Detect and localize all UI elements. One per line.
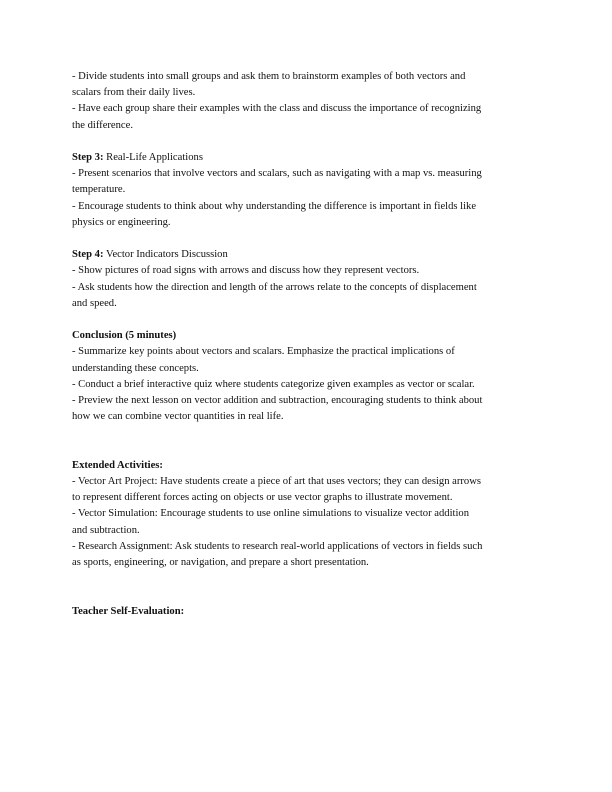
conclusion-section <box>72 328 542 425</box>
extended-line: - Research Assignment: Ask students to research real-world applications of vectors in fields such <box>72 540 483 552</box>
conclusion-line: how we can combine vector quantities in real life. <box>72 411 284 423</box>
spacer <box>72 425 542 457</box>
conclusion-line: understanding these concepts. <box>72 362 199 374</box>
intro-section <box>72 69 542 134</box>
conclusion-line: - Conduct a brief interactive quiz where students categorize given examples as vector or scalar. <box>72 378 475 390</box>
step3-line: temperature. <box>72 184 126 196</box>
step3-heading <box>72 150 542 166</box>
extended-line: and subtraction. <box>72 524 140 536</box>
step3-line: physics or engineering. <box>72 216 171 228</box>
self-evaluation-heading <box>72 604 542 620</box>
step4-section <box>72 247 542 312</box>
extended-activities-section <box>72 458 542 571</box>
spacer <box>72 312 542 328</box>
conclusion-line: - Summarize key points about vectors and scalars. Emphasize the practical implications of <box>72 346 455 358</box>
step3-title: Real-Life Applications <box>106 152 203 163</box>
conclusion-heading <box>72 328 542 344</box>
intro-line: scalars from their daily lives. <box>72 87 196 99</box>
step3-section <box>72 150 542 231</box>
step4-line: - Show pictures of road signs with arrows and discuss how they represent vectors. <box>72 265 420 277</box>
intro-line: - Have each group share their examples with the class and discuss the importance of recognizing <box>72 103 482 115</box>
extended-heading <box>72 458 542 474</box>
intro-line: - Divide students into small groups and ask them to brainstorm examples of both vectors and <box>72 71 466 82</box>
self-evaluation-heading-text: Teacher Self-Evaluation: <box>72 605 185 617</box>
extended-line: to represent different forces acting on objects or use vector graphs to illustrate movement. <box>72 492 453 504</box>
spacer <box>72 571 542 603</box>
step4-line: - Ask students how the direction and length of the arrows relate to the concepts of displacement <box>72 281 477 293</box>
document-page <box>72 69 542 620</box>
conclusion-line: - Preview the next lesson on vector addition and subtraction, encouraging students to think about <box>72 395 483 407</box>
step4-label: Step 4: <box>72 249 104 261</box>
spacer <box>72 134 542 150</box>
intro-line: the difference. <box>72 119 133 131</box>
spacer <box>72 231 542 247</box>
extended-line: as sports, engineering, or navigation, and prepare a short presentation. <box>72 557 369 569</box>
step3-line: - Encourage students to think about why understanding the difference is important in fields like <box>72 200 477 212</box>
extended-line: - Vector Simulation: Encourage students to use online simulations to visualize vector addition <box>72 508 469 520</box>
extended-heading-text: Extended Activities: <box>72 459 163 471</box>
extended-line: - Vector Art Project: Have students create a piece of art that uses vectors; they can design arrows <box>72 476 481 488</box>
step4-title: Vector Indicators Discussion <box>105 249 228 261</box>
step3-label: Step 3: <box>72 152 104 163</box>
step4-line: and speed. <box>72 297 117 309</box>
step4-heading <box>72 247 542 263</box>
conclusion-heading-text: Conclusion (5 minutes) <box>72 330 177 342</box>
step3-line: - Present scenarios that involve vectors and scalars, such as navigating with a map vs. measuring <box>72 168 482 180</box>
self-evaluation-section <box>72 604 542 620</box>
